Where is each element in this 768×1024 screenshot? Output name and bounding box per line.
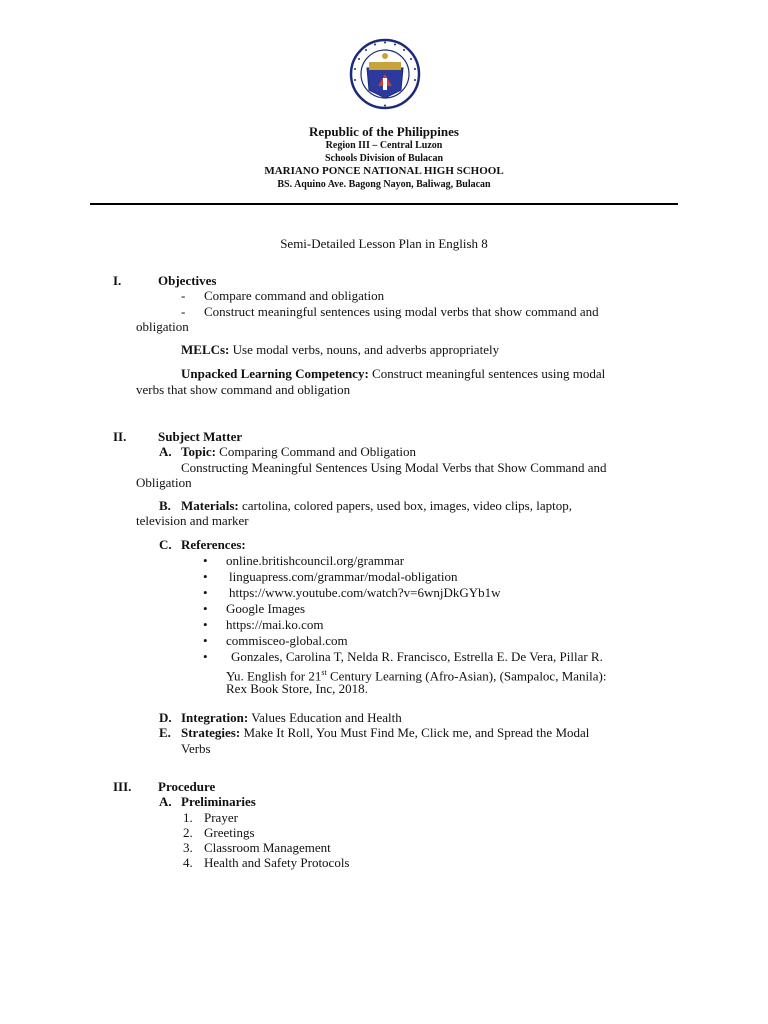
unpacked-text: Construct meaningful sentences using modal — [372, 366, 606, 381]
bullet-icon: • — [203, 585, 208, 600]
topic-line — [181, 444, 416, 460]
step-number: 3. — [183, 840, 193, 855]
book-reference-line-1: Gonzales, Carolina T, Nelda R. Francisco, Estrella E. De Vera, Pillar R. — [231, 649, 603, 664]
strategies-letter: E. — [159, 725, 171, 740]
step-number: 2. — [183, 825, 193, 840]
topic-line-3: Obligation — [136, 475, 192, 490]
integration-text: Values Education and Health — [251, 710, 402, 725]
preliminaries-label: Preliminaries — [181, 794, 256, 809]
procedure-heading: Procedure — [158, 779, 216, 794]
references-label: References: — [181, 537, 246, 552]
book-reference-line-3: Rex Book Store, Inc, 2018. — [226, 681, 368, 696]
section-numeral-iii: III. — [113, 779, 132, 794]
deped-seal-logo — [349, 38, 421, 110]
bullet-icon: • — [203, 649, 208, 664]
integration-label: Integration: — [181, 710, 249, 725]
header-school: MARIANO PONCE NATIONAL HIGH SCHOOL — [264, 165, 504, 177]
step-text: Classroom Management — [204, 840, 331, 855]
melcs-label: MELCs: — [181, 342, 230, 357]
unpacked-text-continued: verbs that show command and obligation — [136, 382, 351, 397]
preliminaries-letter: A. — [159, 794, 172, 809]
strategies-line — [181, 725, 589, 741]
section-numeral-i: I. — [113, 273, 122, 288]
bullet-icon: • — [203, 633, 208, 648]
bullet-icon: • — [203, 569, 208, 584]
book-reference-text: Century Learning (Afro-Asian), (Sampaloc, Manila): — [326, 668, 607, 684]
reference-item: linguapress.com/grammar/modal-obligation — [229, 569, 458, 584]
objective-item: Construct meaningful sentences using modal verbs that show command and — [204, 304, 599, 319]
melcs-text: Use modal verbs, nouns, and adverbs appropriately — [232, 342, 500, 357]
references-letter: C. — [159, 537, 172, 552]
objectives-heading: Objectives — [158, 273, 217, 288]
reference-item: https://mai.ko.com — [226, 617, 324, 632]
materials-label: Materials: — [181, 498, 239, 513]
subject-matter-heading: Subject Matter — [158, 429, 243, 444]
reference-item: Google Images — [226, 601, 306, 616]
integration-line — [181, 710, 402, 726]
section-numeral-ii: II. — [113, 429, 127, 444]
superscript: st — [321, 668, 327, 677]
reference-item: https://www.youtube.com/watch?v=6wnjDkGYb1w — [229, 585, 501, 600]
topic-label: Topic: — [181, 444, 216, 459]
melcs-line — [181, 342, 499, 358]
header-republic: Republic of the Philippines — [309, 124, 459, 139]
unpacked-line — [181, 366, 605, 382]
bullet-icon: • — [203, 601, 208, 616]
objective-item: Compare command and obligation — [204, 288, 385, 303]
header-division: Schools Division of Bulacan — [324, 153, 444, 164]
materials-line — [181, 498, 572, 514]
step-text: Greetings — [204, 825, 255, 840]
book-reference-text: Yu. English for 21 — [226, 668, 322, 684]
strategies-text: Make It Roll, You Must Find Me, Click me, and Spread the Modal — [243, 725, 590, 740]
document-title: Semi-Detailed Lesson Plan in English 8 — [280, 236, 488, 251]
step-text: Health and Safety Protocols — [204, 855, 350, 870]
topic-line-2: Constructing Meaningful Sentences Using Modal Verbs that Show Command and — [181, 460, 607, 475]
strategies-line-2: Verbs — [181, 741, 211, 756]
bullet-icon: • — [203, 617, 208, 632]
step-number: 4. — [183, 855, 193, 870]
materials-letter: B. — [159, 498, 171, 513]
step-text: Prayer — [204, 810, 238, 825]
dash-bullet: - — [181, 304, 186, 319]
step-number: 1. — [183, 810, 193, 825]
objective-item-continued: obligation — [136, 319, 189, 334]
integration-letter: D. — [159, 710, 172, 725]
unpacked-label: Unpacked Learning Competency: — [181, 366, 369, 381]
header-divider — [90, 203, 678, 205]
topic-text: Comparing Command and Obligation — [219, 444, 416, 459]
materials-text: cartolina, colored papers, used box, images, video clips, laptop, — [242, 498, 572, 513]
dash-bullet: - — [181, 288, 186, 303]
topic-letter: A. — [159, 444, 172, 459]
strategies-label: Strategies: — [181, 725, 241, 740]
header-region: Region III – Central Luzon — [325, 140, 443, 151]
reference-item: commisceo-global.com — [226, 633, 348, 648]
header-address: BS. Aquino Ave. Bagong Nayon, Baliwag, Bulacan — [277, 179, 491, 190]
bullet-icon: • — [203, 553, 208, 568]
materials-line-2: television and marker — [136, 513, 249, 528]
reference-item: online.britishcouncil.org/grammar — [226, 553, 405, 568]
